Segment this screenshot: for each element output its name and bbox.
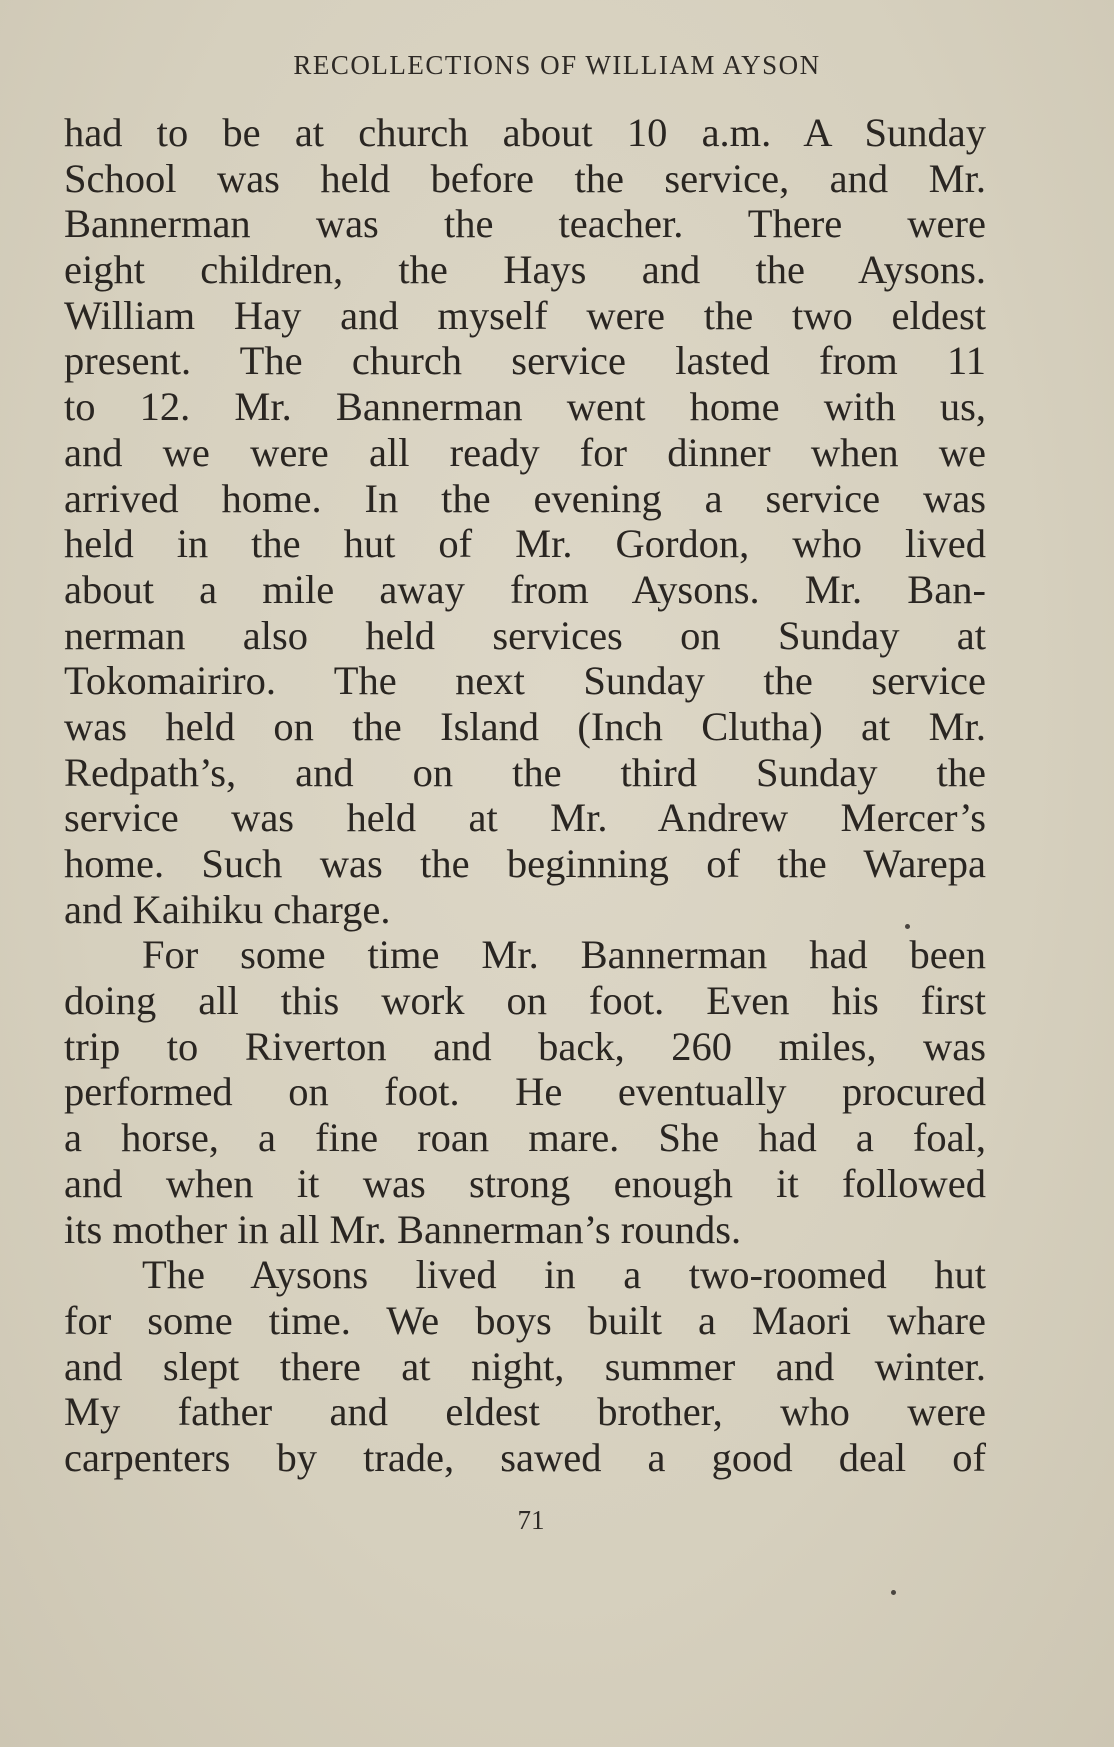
text-line: and slept there at night, summer and winter. [64,1343,986,1389]
text-line: William Hay and myself were the two eldest [64,292,986,338]
text-line: My father and eldest brother, who were [64,1389,986,1435]
text-line: service was held at Mr. Andrew Mercer’s [64,795,986,841]
text-line: and Kaihiku charge. [64,886,391,932]
text-line: Redpath’s, and on the third Sunday the [64,749,986,795]
ink-speck [891,1590,896,1595]
text-line: eight children, the Hays and the Aysons. [64,247,986,293]
text-line: a horse, a fine roan mare. She had a foal, [64,1115,986,1161]
text-line: and when it was strong enough it followed [64,1160,986,1206]
running-head: RECOLLECTIONS OF WILLIAM AYSON [293,50,821,80]
text-line: Bannerman was the teacher. There were [64,201,986,247]
text-line: had to be at church about 10 a.m. A Sunday [64,110,986,155]
text-line: Tokomairiro. The next Sunday the service [64,658,986,704]
text-line: For some time Mr. Bannerman had been [142,932,986,978]
text-line: performed on foot. He eventually procured [64,1069,986,1115]
text-line: its mother in all Mr. Bannerman’s rounds. [64,1206,742,1252]
text-line: about a mile away from Aysons. Mr. Ban- [64,566,986,612]
page-number: 71 [517,1505,545,1535]
text-line: held in the hut of Mr. Gordon, who lived [64,521,986,567]
text-line: doing all this work on foot. Even his first [64,978,986,1024]
text-line: to 12. Mr. Bannerman went home with us, [64,384,986,430]
text-line: and we were all ready for dinner when we [64,429,986,475]
text-line: trip to Riverton and back, 260 miles, was [64,1023,986,1069]
text-line: home. Such was the beginning of the Warepa [64,841,986,886]
body-text [64,110,986,1481]
text-line: present. The church service lasted from 11 [64,338,986,384]
text-line: The Aysons lived in a two-roomed hut [142,1252,986,1298]
text-line: arrived home. In the evening a service was [64,475,986,521]
ink-speck [905,924,910,929]
text-line: was held on the Island (Inch Clutha) at Mr. [64,703,986,749]
text-line: nerman also held services on Sunday at [64,612,986,658]
text-line: carpenters by trade, sawed a good deal of [64,1434,986,1480]
text-line: School was held before the service, and Mr. [64,155,986,201]
text-line: for some time. We boys built a Maori whare [64,1297,986,1343]
